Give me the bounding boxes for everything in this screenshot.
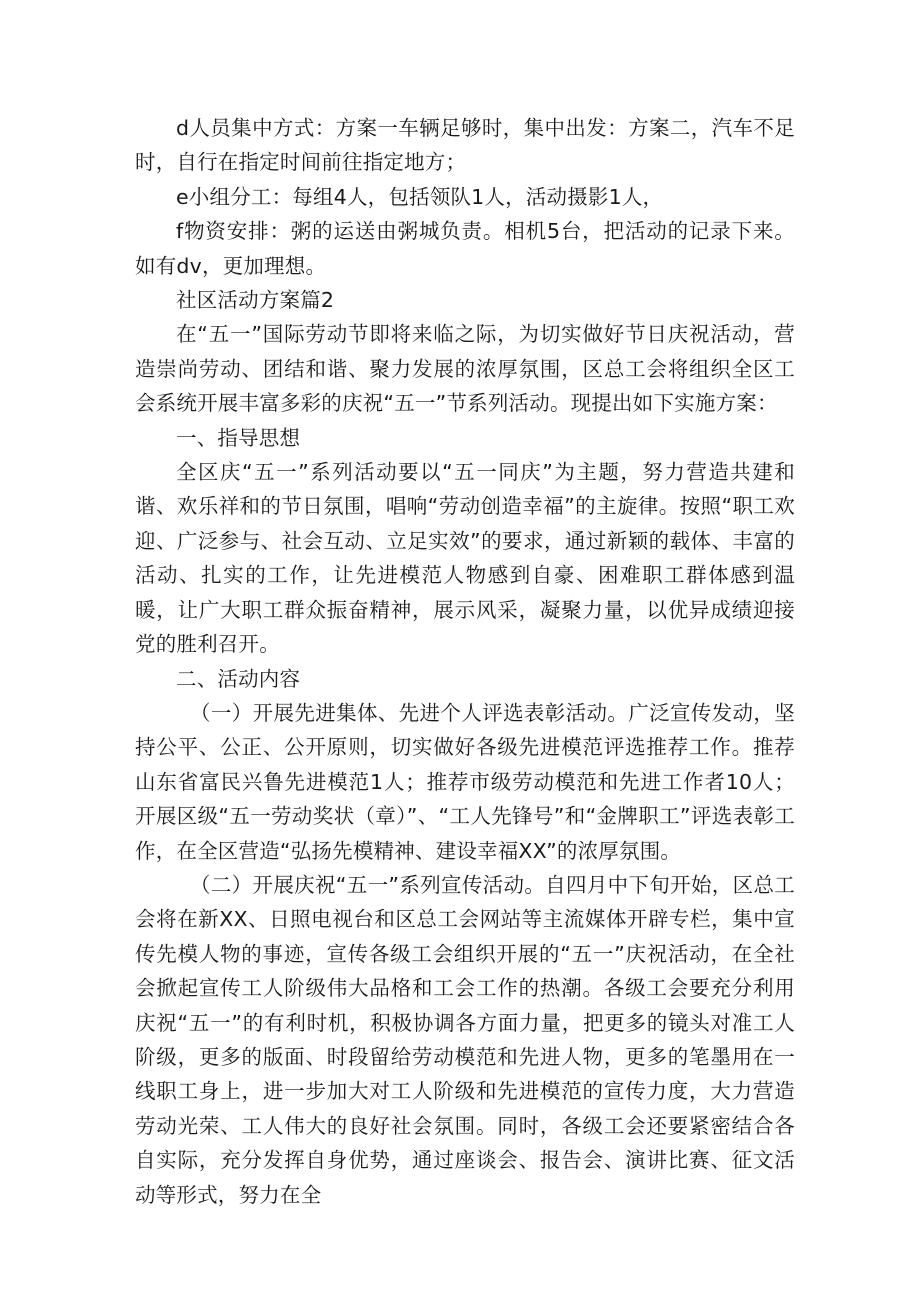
paragraph-intro: 在“五一”国际劳动节即将来临之际，为切实做好节日庆祝活动，营造崇尚劳动、团结和谐、聚力发展的浓厚氛围，区总工会将组织全区工会系统开展丰富多彩的庆祝“五一”节系列活动。现提出如下实施方案： xyxy=(135,322,795,416)
heading-guiding-ideology: 一、指导思想 xyxy=(176,425,301,450)
document-body xyxy=(135,111,795,1212)
heading-activity-content: 二、活动内容 xyxy=(176,666,301,691)
paragraph-group-division: e小组分工：每组4人，包括领队1人，活动摄影1人， xyxy=(176,184,664,209)
paragraph-activity-1: （一）开展先进集体、先进个人评选表彰活动。广泛宣传发动，坚持公平、公正、公开原则，切实做好各级先进模范评选推荐工作。推荐山东省富民兴鲁先进模范1人；推荐市级劳动模范和先进工作者10人；开展区级“五一劳动奖状（章）”、“工人先锋号”和“金牌职工”评选表彰工作，在全区营造“弘扬先模精神、建设幸福XX”的浓厚氛围。 xyxy=(135,700,795,863)
paragraph-supplies: f物资安排：粥的运送由粥城负责。相机5台，把活动的记录下来。如有dv，更加理想。 xyxy=(135,219,795,278)
paragraph-activity-2: （二）开展庆祝“五一”系列宣传活动。自四月中下旬开始，区总工会将在新XX、日照电视台和区总工会网站等主流媒体开辟专栏，集中宣传先模人物的事迹，宣传各级工会组织开展的“五一”庆祝活动，在全社会掀起宣传工人阶级伟大品格和工会工作的热潮。各级工会要充分利用庆祝“五一”的有利时机，积极协调各方面力量，把更多的镜头对准工人阶级，更多的版面、时段留给劳动模范和先进人物，更多的笔墨用在一线职工身上，进一步加大对工人阶级和先进模范的宣传力度，大力营造劳动光荣、工人伟大的良好社会氛围。同时，各级工会还要紧密结合各自实际，充分发挥自身优势，通过座谈会、报告会、演讲比赛、征文活动等形式，努力在全 xyxy=(135,872,795,1207)
section-title: 社区活动方案篇2 xyxy=(176,288,335,313)
paragraph-personnel-gathering: d人员集中方式：方案一车辆足够时，集中出发：方案二，汽车不足时，自行在指定时间前往指定地方； xyxy=(135,116,795,175)
paragraph-guiding-ideology: 全区庆“五一”系列活动要以“五一同庆”为主题，努力营造共建和谐、欢乐祥和的节日氛围，唱响“劳动创造幸福”的主旋律。按照“职工欢迎、广泛参与、社会互动、立足实效”的要求，通过新颖的载体、丰富的活动、扎实的工作，让先进模范人物感到自豪、困难职工群体感到温暖，让广大职工群众振奋精神，展示风采，凝聚力量，以优异成绩迎接党的胜利召开。 xyxy=(135,460,795,657)
